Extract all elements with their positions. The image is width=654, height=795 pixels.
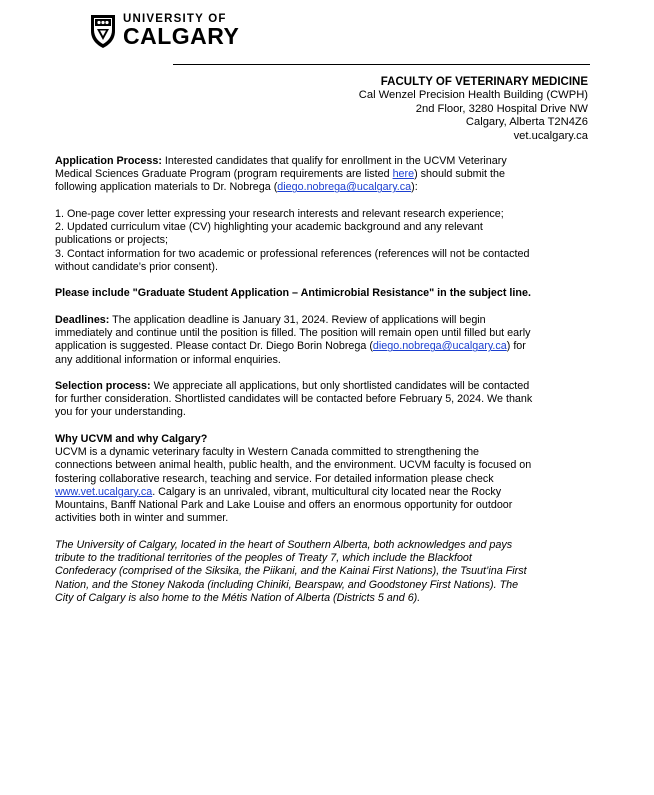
application-text: Interested candidates that qualify for enrollment in the UCVM Veterinary [161,155,507,167]
deadlines-text: immediately and continue until the position is filled. The position will remain open until filled but early [55,327,531,340]
list-item: 1. One-page cover letter expressing your research interests and relevant research experience; [55,208,504,220]
city-address: Calgary, Alberta T2N4Z6 [465,116,588,129]
building-name: Cal Wenzel Precision Health Building (CWPH) [358,89,588,102]
deadlines-text: The application deadline is January 31, 2024. Review of applications will begin [109,314,486,326]
deadlines-section [55,314,595,367]
why-text: Mountains, Banff National Park and Lake Louise and offers an enormous opportunity for outdoor [55,499,513,512]
vet-website-link[interactable]: www.vet.ucalgary.ca [55,485,153,498]
application-text: following application materials to Dr. Nobrega ( [55,181,278,194]
application-heading: Application Process: [55,155,162,167]
land-text: The University of Calgary, located in the heart of Southern Alberta, both acknowledges and pays [55,539,513,551]
contact-email-link[interactable]: diego.nobrega@ucalgary.ca [372,340,507,353]
faculty-name: FACULTY OF VETERINARY MEDICINE [380,76,588,88]
application-text: ) should submit the [414,168,505,181]
selection-section [55,380,595,420]
selection-text: We appreciate all applications, but only shortlisted candidates will be contacted [150,380,530,392]
contact-email-link[interactable]: diego.nobrega@ucalgary.ca [277,181,412,194]
street-address: 2nd Floor, 3280 Hospital Drive NW [415,102,588,115]
why-text: connections between animal health, public health, and the environment. UCVM faculty is focused on [55,459,532,472]
university-logo [88,12,239,50]
deadlines-text: any additional information or informal enquiries. [55,353,281,366]
why-text: activities both in winter and summer. [55,512,229,525]
why-text: fostering collaborative research, teaching and service. For detailed information please check [55,472,494,485]
list-item: 3. Contact information for two academic or professional references (references will not be contacted [55,247,530,260]
application-process-section [55,155,595,195]
logo-text-top: UNIVERSITY OF [123,13,227,26]
land-text: Nation, and the Stoney Nakoda (including Chiniki, Bearspaw, and Goodstoney First Nations). The [55,578,519,591]
list-item: without candidate’s prior consent). [55,260,218,273]
subject-line-note: Please include "Graduate Student Application – Antimicrobial Resistance" in the subject line. [55,287,531,299]
logo-text-bottom: CALGARY [123,22,240,49]
list-item: 2. Updated curriculum vitae (CV) highlighting your academic background and any relevant [55,221,483,234]
faculty-website: vet.ucalgary.ca [513,129,588,142]
letterhead-address [359,76,588,143]
program-requirements-link[interactable]: here [392,168,415,181]
why-text: UCVM is a dynamic veterinary faculty in Western Canada committed to strengthening the [55,446,480,459]
selection-text: for further consideration. Shortlisted candidates will be contacted before February 5, 2024. We thank [55,393,533,406]
application-text: ): [411,181,418,194]
deadlines-heading: Deadlines: [55,314,110,326]
deadlines-text: application is suggested. Please contact Dr. Diego Borin Nobrega ( [55,340,373,353]
selection-text: you for your understanding. [55,406,186,419]
why-heading: Why UCVM and why Calgary? [55,433,208,445]
selection-heading: Selection process: [55,380,151,392]
header-divider [173,64,590,65]
application-text: Medical Sciences Graduate Program (program requirements are listed [55,168,393,181]
list-item: publications or projects; [55,234,168,247]
land-acknowledgement [55,539,595,605]
why-text: . Calgary is an unrivaled, vibrant, multicultural city located near the Rocky [152,485,502,498]
land-text: Confederacy (comprised of the Siksika, the Piikani, and the Kainai First Nations), the Tsuut’ina First [55,565,527,578]
land-text: tribute to the traditional territories of the peoples of Treaty 7, which include the Blackfoot [55,552,472,565]
land-text: City of Calgary is also home to the Métis Nation of Alberta (Districts 5 and 6). [55,591,421,604]
materials-list [55,208,595,274]
university-shield-icon [88,13,118,49]
why-section [55,433,595,525]
deadlines-text: ) for [506,340,526,353]
